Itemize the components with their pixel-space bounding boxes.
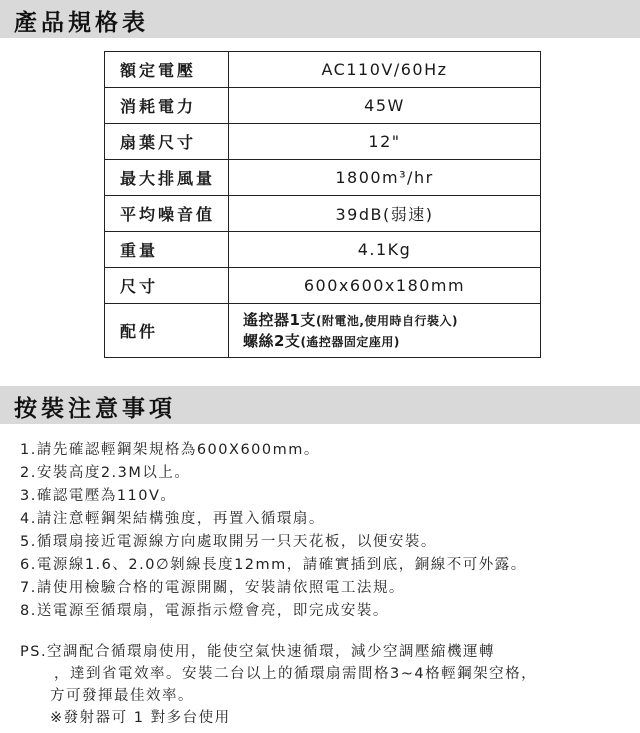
list-item: 4.請注意輕鋼架結構強度，再置入循環扇。 xyxy=(20,511,325,527)
spec-value: 600x600x180mm xyxy=(229,268,541,304)
spec-value: 45W xyxy=(229,88,541,124)
spec-label: 配件 xyxy=(105,304,229,358)
table-row xyxy=(105,124,541,160)
list-item: 6.電源線1.6、2.0∅剝線長度12mm，請確實插到底，銅線不可外露。 xyxy=(20,557,527,573)
table-row xyxy=(105,160,541,196)
spec-label: 額定電壓 xyxy=(105,52,229,88)
accessory-line xyxy=(243,310,540,331)
accessory-line xyxy=(243,331,540,352)
table-row xyxy=(105,232,541,268)
list-item: 3.確認電壓為110V。 xyxy=(20,488,177,504)
list-item: 2.安裝高度2.3M以上。 xyxy=(20,465,191,481)
spec-value: AC110V/60Hz xyxy=(229,52,541,88)
accessories-value xyxy=(229,304,541,358)
accessory-item: 螺絲2支 xyxy=(243,331,301,350)
table-row xyxy=(105,88,541,124)
table-row xyxy=(105,304,541,358)
ps-line: 方可發揮最佳效率。 xyxy=(50,688,194,704)
spec-label: 重量 xyxy=(105,232,229,268)
list-item: 1.請先確認輕鋼架規格為600X600mm。 xyxy=(20,442,320,458)
accessory-note: (附電池,使用時自行裝入) xyxy=(315,313,458,328)
install-notes-list xyxy=(20,439,527,623)
spec-label: 最大排風量 xyxy=(105,160,229,196)
spec-value: 12" xyxy=(229,124,541,160)
accessory-item: 遙控器1支 xyxy=(243,310,316,329)
ps-line: ，達到省電效率。安裝二台以上的循環扇需間格3~4格輕鋼架空格， xyxy=(54,666,538,682)
list-item: 8.送電源至循環扇，電源指示燈會亮，即完成安裝。 xyxy=(20,603,389,619)
table-row xyxy=(105,52,541,88)
table-row xyxy=(105,196,541,232)
accessory-note: (遙控器固定座用) xyxy=(300,334,400,349)
spec-section-title: 產品規格表 xyxy=(14,10,149,36)
list-item: 7.請使用檢驗合格的電源開關，安裝請依照電工法規。 xyxy=(20,580,405,596)
spec-label: 平均噪音值 xyxy=(105,196,229,232)
ps-line: PS.空調配合循環扇使用，能使空氣快速循環，減少空調壓縮機運轉 xyxy=(20,644,496,660)
spec-table xyxy=(104,51,541,358)
ps-line: ※發射器可 1 對多台使用 xyxy=(50,710,231,726)
spec-value: 39dB(弱速) xyxy=(229,196,541,232)
spec-label: 消耗電力 xyxy=(105,88,229,124)
spec-section-header xyxy=(0,0,640,38)
install-section-header xyxy=(0,386,640,424)
install-section-title: 按裝注意事項 xyxy=(14,396,176,422)
table-row xyxy=(105,268,541,304)
ps-note xyxy=(20,641,537,729)
spec-value: 1800m³/hr xyxy=(229,160,541,196)
spec-value: 4.1Kg xyxy=(229,232,541,268)
list-item: 5.循環扇接近電源線方向處取開另一只天花板，以便安裝。 xyxy=(20,534,437,550)
spec-label: 尺寸 xyxy=(105,268,229,304)
spec-label: 扇葉尺寸 xyxy=(105,124,229,160)
